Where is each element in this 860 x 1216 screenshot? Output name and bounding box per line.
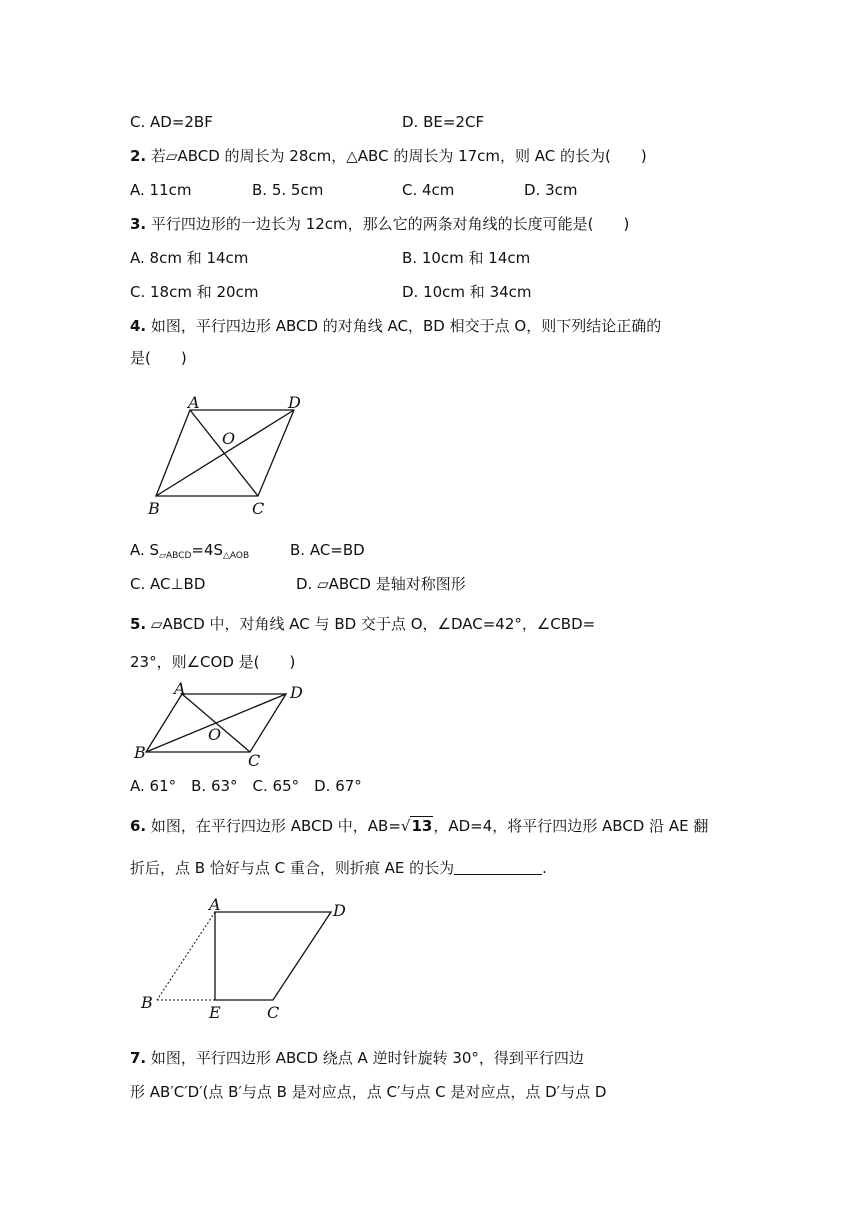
q6-text-line1b: ，AD=4，将平行四边形 ABCD 沿 AE 翻: [433, 817, 709, 835]
q6-shape-aecd: [215, 912, 331, 1000]
q4-option-c: C. AC⊥BD: [130, 575, 206, 593]
q4-option-a-sub1: ▱ABCD: [159, 551, 192, 561]
q4-label-b: B: [148, 499, 160, 518]
q4-parallelogram-figure: [140, 390, 320, 520]
q6-number: 6.: [130, 817, 147, 835]
q2-text: 若▱ABCD 的周长为 28cm，△ABC 的周长为 17cm，则 AC 的长为( ): [150, 147, 647, 165]
sqrt-symbol: √13: [400, 817, 433, 835]
q4-option-a-mid: =4S: [191, 541, 224, 559]
q4-label-o: O: [222, 429, 236, 448]
q3-option-d: D. 10cm 和 34cm: [402, 283, 532, 301]
q6-stem-line2: [130, 858, 547, 878]
q5-label-c: C: [248, 751, 261, 768]
q6-stem-line1: [130, 816, 708, 836]
q6-label-d: D: [333, 901, 346, 920]
q7-text-line1: 如图，平行四边形 ABCD 绕点 A 逆时针旋转 30°，得到平行四边: [150, 1049, 584, 1067]
q2-stem: [130, 146, 647, 166]
q5-label-a: A: [174, 679, 186, 698]
q5-label-d: D: [290, 683, 303, 702]
q1-option-d: D. BE=2CF: [402, 113, 485, 131]
q4-option-a: [130, 540, 249, 566]
q6-fold-figure: [135, 892, 365, 1022]
q3-option-c: C. 18cm 和 20cm: [130, 283, 259, 301]
q5-label-b: B: [134, 743, 146, 762]
q3-option-a: A. 8cm 和 14cm: [130, 249, 249, 267]
q6-text-line2b: .: [542, 859, 547, 877]
q4-label-a: A: [188, 393, 200, 412]
q2-option-c: C. 4cm: [402, 181, 455, 199]
q6-label-a: A: [209, 895, 221, 914]
q3-stem: [130, 214, 629, 234]
q6-label-b: B: [141, 993, 153, 1012]
q2-option-d: D. 3cm: [524, 181, 578, 199]
q3-number: 3.: [130, 215, 147, 233]
q3-option-b: B. 10cm 和 14cm: [402, 249, 531, 267]
q6-sqrt-radicand: 13: [411, 817, 433, 835]
q4-diagonal-bd: [156, 410, 294, 496]
q1-option-c: C. AD=2BF: [130, 113, 213, 131]
q4-option-a-prefix: A. S: [130, 541, 160, 559]
q4-stem-line2: 是( ): [130, 349, 187, 367]
q6-answer-blank: [454, 860, 542, 875]
q5-text-line1: ▱ABCD 中，对角线 AC 与 BD 交于点 O，∠DAC=42°，∠CBD=: [150, 615, 596, 633]
q4-label-c: C: [252, 499, 265, 518]
q4-label-d: D: [288, 393, 301, 412]
q5-options: A. 61° B. 63° C. 65° D. 67°: [130, 777, 362, 795]
q4-option-a-sub2: △AOB: [223, 551, 250, 561]
q4-number: 4.: [130, 317, 147, 335]
q7-stem-line1: [130, 1048, 584, 1068]
q4-option-d: D. ▱ABCD 是轴对称图形: [296, 575, 466, 593]
q7-number: 7.: [130, 1049, 147, 1067]
q6-label-c: C: [267, 1003, 280, 1022]
q5-parallelogram-figure: [130, 678, 320, 768]
q5-stem-line2: 23°，则∠COD 是( ): [130, 653, 296, 671]
q7-stem-line2: 形 AB′C′D′(点 B′与点 B 是对应点，点 C′与点 C 是对应点，点 D′与点 D: [130, 1083, 607, 1101]
q4-option-b: B. AC=BD: [290, 541, 365, 559]
q5-label-o: O: [208, 725, 222, 744]
q3-text: 平行四边形的一边长为 12cm，那么它的两条对角线的长度可能是( ): [150, 215, 630, 233]
q5-stem-line1: [130, 614, 595, 634]
q6-text-line2a: 折后，点 B 恰好与点 C 重合，则折痕 AE 的长为: [130, 859, 455, 877]
q2-option-a: A. 11cm: [130, 181, 192, 199]
q6-text-line1a: 如图，在平行四边形 ABCD 中，AB=: [150, 817, 401, 835]
q6-dotted-ab: [157, 912, 215, 1000]
q4-stem-line1: [130, 316, 661, 336]
q4-text-line1: 如图，平行四边形 ABCD 的对角线 AC，BD 相交于点 O，则下列结论正确的: [150, 317, 662, 335]
q2-number: 2.: [130, 147, 147, 165]
q2-option-b: B. 5. 5cm: [252, 181, 324, 199]
q6-label-e: E: [209, 1003, 221, 1022]
q5-number: 5.: [130, 615, 147, 633]
